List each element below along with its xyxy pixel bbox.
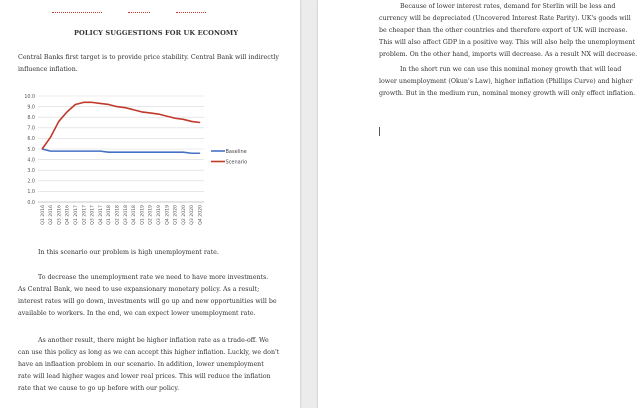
data-point	[166, 116, 167, 117]
y-tick-label: 2.0	[27, 179, 35, 185]
x-tick-label: Q2 2018	[115, 205, 121, 225]
spellcheck-mark	[52, 9, 102, 13]
data-point	[174, 152, 175, 153]
line-chart	[18, 90, 288, 236]
y-tick-label: 5.0	[27, 147, 35, 153]
data-point	[83, 102, 84, 103]
y-tick-label: 1.0	[27, 190, 35, 196]
y-tick-label: 3.0	[27, 169, 35, 174]
data-point	[199, 153, 200, 154]
x-tick-label: Q2 2019	[148, 205, 154, 225]
body-line: As Central Bank, we need to use expansionary monetary policy. As a result;	[18, 286, 260, 293]
x-tick-label: Q4 2020	[198, 205, 204, 225]
data-point	[67, 111, 68, 112]
y-tick-label: 4.0	[27, 158, 35, 164]
data-point	[50, 151, 51, 152]
data-point	[174, 118, 175, 119]
x-tick-label: Q1 2018	[107, 205, 113, 225]
data-point	[50, 137, 51, 138]
data-point	[166, 152, 167, 153]
body-line: available to workers. In the end, we can expect lower unemployment rate.	[18, 310, 256, 317]
body-line: Because of lower interest rates, demand for Sterlin will be less and	[400, 3, 616, 10]
data-point	[158, 152, 159, 153]
data-point	[83, 151, 84, 152]
legend-label: Scenario	[225, 159, 248, 166]
data-point	[108, 104, 109, 105]
data-point	[125, 107, 126, 108]
x-tick-label: Q2 2016	[49, 205, 55, 225]
data-point	[58, 121, 59, 122]
document-title: POLICY SUGGESTIONS FOR UK ECONOMY	[74, 29, 239, 37]
body-line: This will also affect GDP in a positive way. This will also help the unemployment	[379, 39, 636, 46]
body-line: As another result, there might be higher inflation rate as a trade-off. We	[38, 337, 269, 344]
x-tick-label: Q2 2017	[82, 205, 88, 225]
intro-line: Central Banks first target is to provide price stability. Central Bank will indirectly	[18, 54, 279, 61]
x-tick-label: Q4 2016	[65, 205, 71, 225]
body-line: lower unemployment (Okun's Law), higher inflation (Phillips Curve) and higher	[379, 78, 633, 85]
data-point	[91, 151, 92, 152]
data-point	[183, 119, 184, 120]
data-point	[67, 151, 68, 152]
data-point	[133, 109, 134, 110]
x-tick-label: Q3 2017	[90, 205, 96, 225]
data-point	[116, 152, 117, 153]
legend-label: Baseline	[225, 148, 247, 155]
body-line: rate that we cause to go up before with our policy.	[18, 385, 180, 392]
data-point	[100, 151, 101, 152]
y-tick-label: 10.0	[24, 94, 35, 100]
body-line: interest rates will go down, investments will go up and new opportunities will be	[18, 298, 277, 305]
spellcheck-mark	[176, 9, 206, 13]
x-tick-label: Q1 2019	[140, 205, 146, 225]
text-cursor	[379, 127, 380, 136]
x-tick-label: Q1 2020	[173, 205, 179, 225]
series-line-baseline	[42, 149, 200, 153]
y-tick-label: 7.0	[27, 126, 35, 132]
body-line: currency will be depreciated (Uncovered Interest Rate Parity). UK's goods will	[379, 15, 631, 22]
x-tick-label: Q3 2019	[156, 205, 162, 225]
data-point	[133, 152, 134, 153]
y-tick-label: 8.0	[27, 116, 35, 121]
body-line: problem. On the other hand, imports will decrease. As a result NX will decrease.	[379, 51, 638, 58]
data-point	[141, 152, 142, 153]
body-line: growth. But in the medium run, nominal money growth will only effect inflation.	[379, 90, 636, 97]
x-tick-label: Q4 2018	[132, 205, 138, 225]
data-point	[91, 102, 92, 103]
body-line: have an inflaation problem in our scenario. In addition, lower unemployment	[18, 361, 264, 368]
data-point	[100, 103, 101, 104]
data-point	[183, 152, 184, 153]
x-tick-label: Q1 2017	[73, 205, 79, 225]
data-point	[191, 121, 192, 122]
data-point	[150, 112, 151, 113]
y-tick-label: 9.0	[27, 105, 35, 111]
data-point	[150, 152, 151, 153]
x-tick-label: Q1 2016	[40, 205, 46, 225]
x-tick-label: Q3 2020	[190, 205, 196, 225]
series-line-scenario	[42, 102, 200, 149]
data-point	[75, 151, 76, 152]
data-point	[116, 106, 117, 107]
y-tick-label: 6.0	[27, 137, 35, 143]
body-line: In this scenario our problem is high unemployment rate.	[38, 249, 219, 256]
data-point	[75, 104, 76, 105]
body-line: can use this policy as long as we can accept this higher inflation. Luckly, we don't	[18, 349, 280, 356]
data-point	[108, 152, 109, 153]
data-point	[42, 149, 43, 150]
data-point	[191, 153, 192, 154]
data-point	[125, 152, 126, 153]
body-line: be cheaper than the other countries and therefore export of UK will increase.	[379, 27, 628, 34]
data-point	[199, 122, 200, 123]
intro-line: influence inflation.	[18, 66, 78, 73]
x-tick-label: Q4 2019	[165, 205, 171, 225]
x-tick-label: Q3 2016	[57, 205, 63, 225]
y-tick-label: 0.0	[27, 200, 35, 206]
body-line: rate will lead higher wages and lower real prices. This will reduce the inflation	[18, 373, 271, 380]
body-line: In the short run we can use this nominal money growth that will lead	[400, 66, 622, 73]
body-line: To decrease the unemployment rate we need to have more investments.	[38, 274, 269, 281]
x-tick-label: Q3 2018	[123, 205, 129, 225]
data-point	[141, 111, 142, 112]
data-point	[158, 114, 159, 115]
spellcheck-mark	[128, 9, 150, 13]
data-point	[58, 151, 59, 152]
x-tick-label: Q4 2017	[98, 205, 104, 225]
x-tick-label: Q2 2020	[181, 205, 187, 225]
